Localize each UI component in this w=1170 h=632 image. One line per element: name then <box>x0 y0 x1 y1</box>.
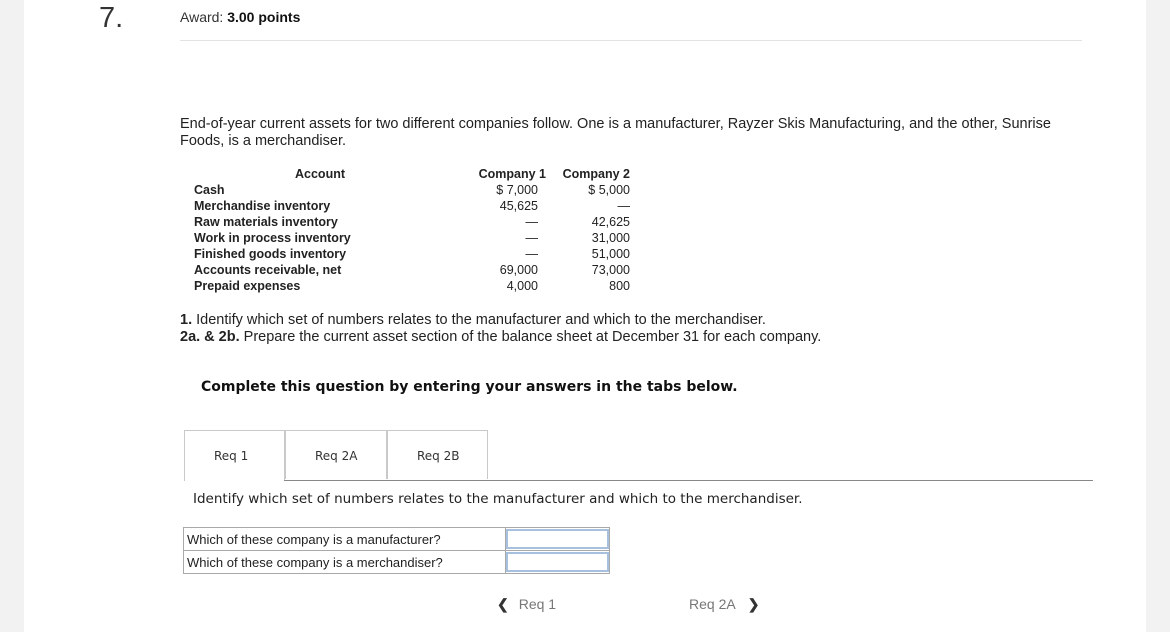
current-assets-table <box>194 166 630 294</box>
tab-divider <box>284 480 1093 481</box>
chevron-left-icon: ❮ <box>497 596 509 612</box>
company2-value: 73,000 <box>591 263 630 277</box>
manufacturer-answer-cell <box>506 528 610 551</box>
asset-account: Prepaid expenses <box>194 279 301 293</box>
company2-value: — <box>617 199 630 213</box>
asset-account: Work in process inventory <box>194 231 351 245</box>
prev-req-label: Req 1 <box>518 596 557 612</box>
award-label: Award: <box>180 9 224 25</box>
company2-value: 31,000 <box>591 231 630 245</box>
requirement-2: 2a. & 2b. Prepare the current asset section of the balance sheet at December 31 for each company. <box>180 329 822 345</box>
asset-row <box>194 262 630 278</box>
company2-value: 800 <box>609 279 630 293</box>
question-merchandiser: Which of these company is a merchandiser? <box>184 551 506 574</box>
header-divider <box>180 40 1082 41</box>
asset-account: Cash <box>194 183 225 197</box>
chevron-right-icon: ❯ <box>747 596 760 612</box>
company2-header: Company 2 <box>562 167 630 181</box>
complete-instruction: Complete this question by entering your answers in the tabs below. <box>201 379 738 395</box>
merchandiser-input[interactable] <box>506 552 609 572</box>
question-number: 7. <box>99 2 124 34</box>
company1-value: $ 7,000 <box>496 183 538 197</box>
company2-value: 51,000 <box>591 247 630 261</box>
answer-row-manufacturer <box>184 528 610 551</box>
requirements <box>180 312 821 346</box>
asset-row <box>194 182 630 198</box>
manufacturer-input[interactable] <box>506 529 609 549</box>
company1-value: — <box>525 247 538 261</box>
asset-account: Merchandise inventory <box>194 199 331 213</box>
award-line <box>180 9 300 25</box>
company1-value: 69,000 <box>499 263 538 277</box>
company1-value: — <box>525 231 538 245</box>
tab-req-2b[interactable]: Req 2B <box>387 430 488 479</box>
next-req-button[interactable] <box>689 596 759 613</box>
company2-value: 42,625 <box>591 215 630 229</box>
asset-row <box>194 214 630 230</box>
tab-req-2a[interactable]: Req 2A <box>285 430 387 479</box>
merchandiser-answer-cell <box>506 551 610 574</box>
award-value: 3.00 points <box>227 9 301 25</box>
asset-row <box>194 278 630 294</box>
question-manufacturer: Which of these company is a manufacturer? <box>184 528 506 551</box>
asset-account: Raw materials inventory <box>194 215 338 229</box>
asset-row <box>194 198 630 214</box>
tab-instruction: Identify which set of numbers relates to the manufacturer and which to the merchandiser. <box>193 491 803 507</box>
asset-account: Accounts receivable, net <box>194 263 342 277</box>
next-req-label: Req 2A <box>689 596 736 612</box>
answer-table <box>183 527 610 574</box>
company1-header: Company 1 <box>478 167 546 181</box>
intro-text: End-of-year current assets for two different companies follow. One is a manufacturer, Rayzer Skis Manufacturing, and the other, Sunrise Foods, is a merchandiser. <box>180 116 1051 149</box>
company1-value: 4,000 <box>506 279 538 293</box>
account-header: Account <box>295 167 345 181</box>
company2-value: $ 5,000 <box>588 183 630 197</box>
asset-account: Finished goods inventory <box>194 247 347 261</box>
answer-row-merchandiser <box>184 551 610 574</box>
tab-req-1[interactable]: Req 1 <box>184 430 285 481</box>
asset-row <box>194 230 630 246</box>
requirement-1: 1. Identify which set of numbers relates to the manufacturer and which to the merchandiser. <box>180 312 766 328</box>
asset-row <box>194 246 630 262</box>
company1-value: 45,625 <box>499 199 538 213</box>
company1-value: — <box>525 215 538 229</box>
prev-req-button[interactable] <box>497 596 556 613</box>
